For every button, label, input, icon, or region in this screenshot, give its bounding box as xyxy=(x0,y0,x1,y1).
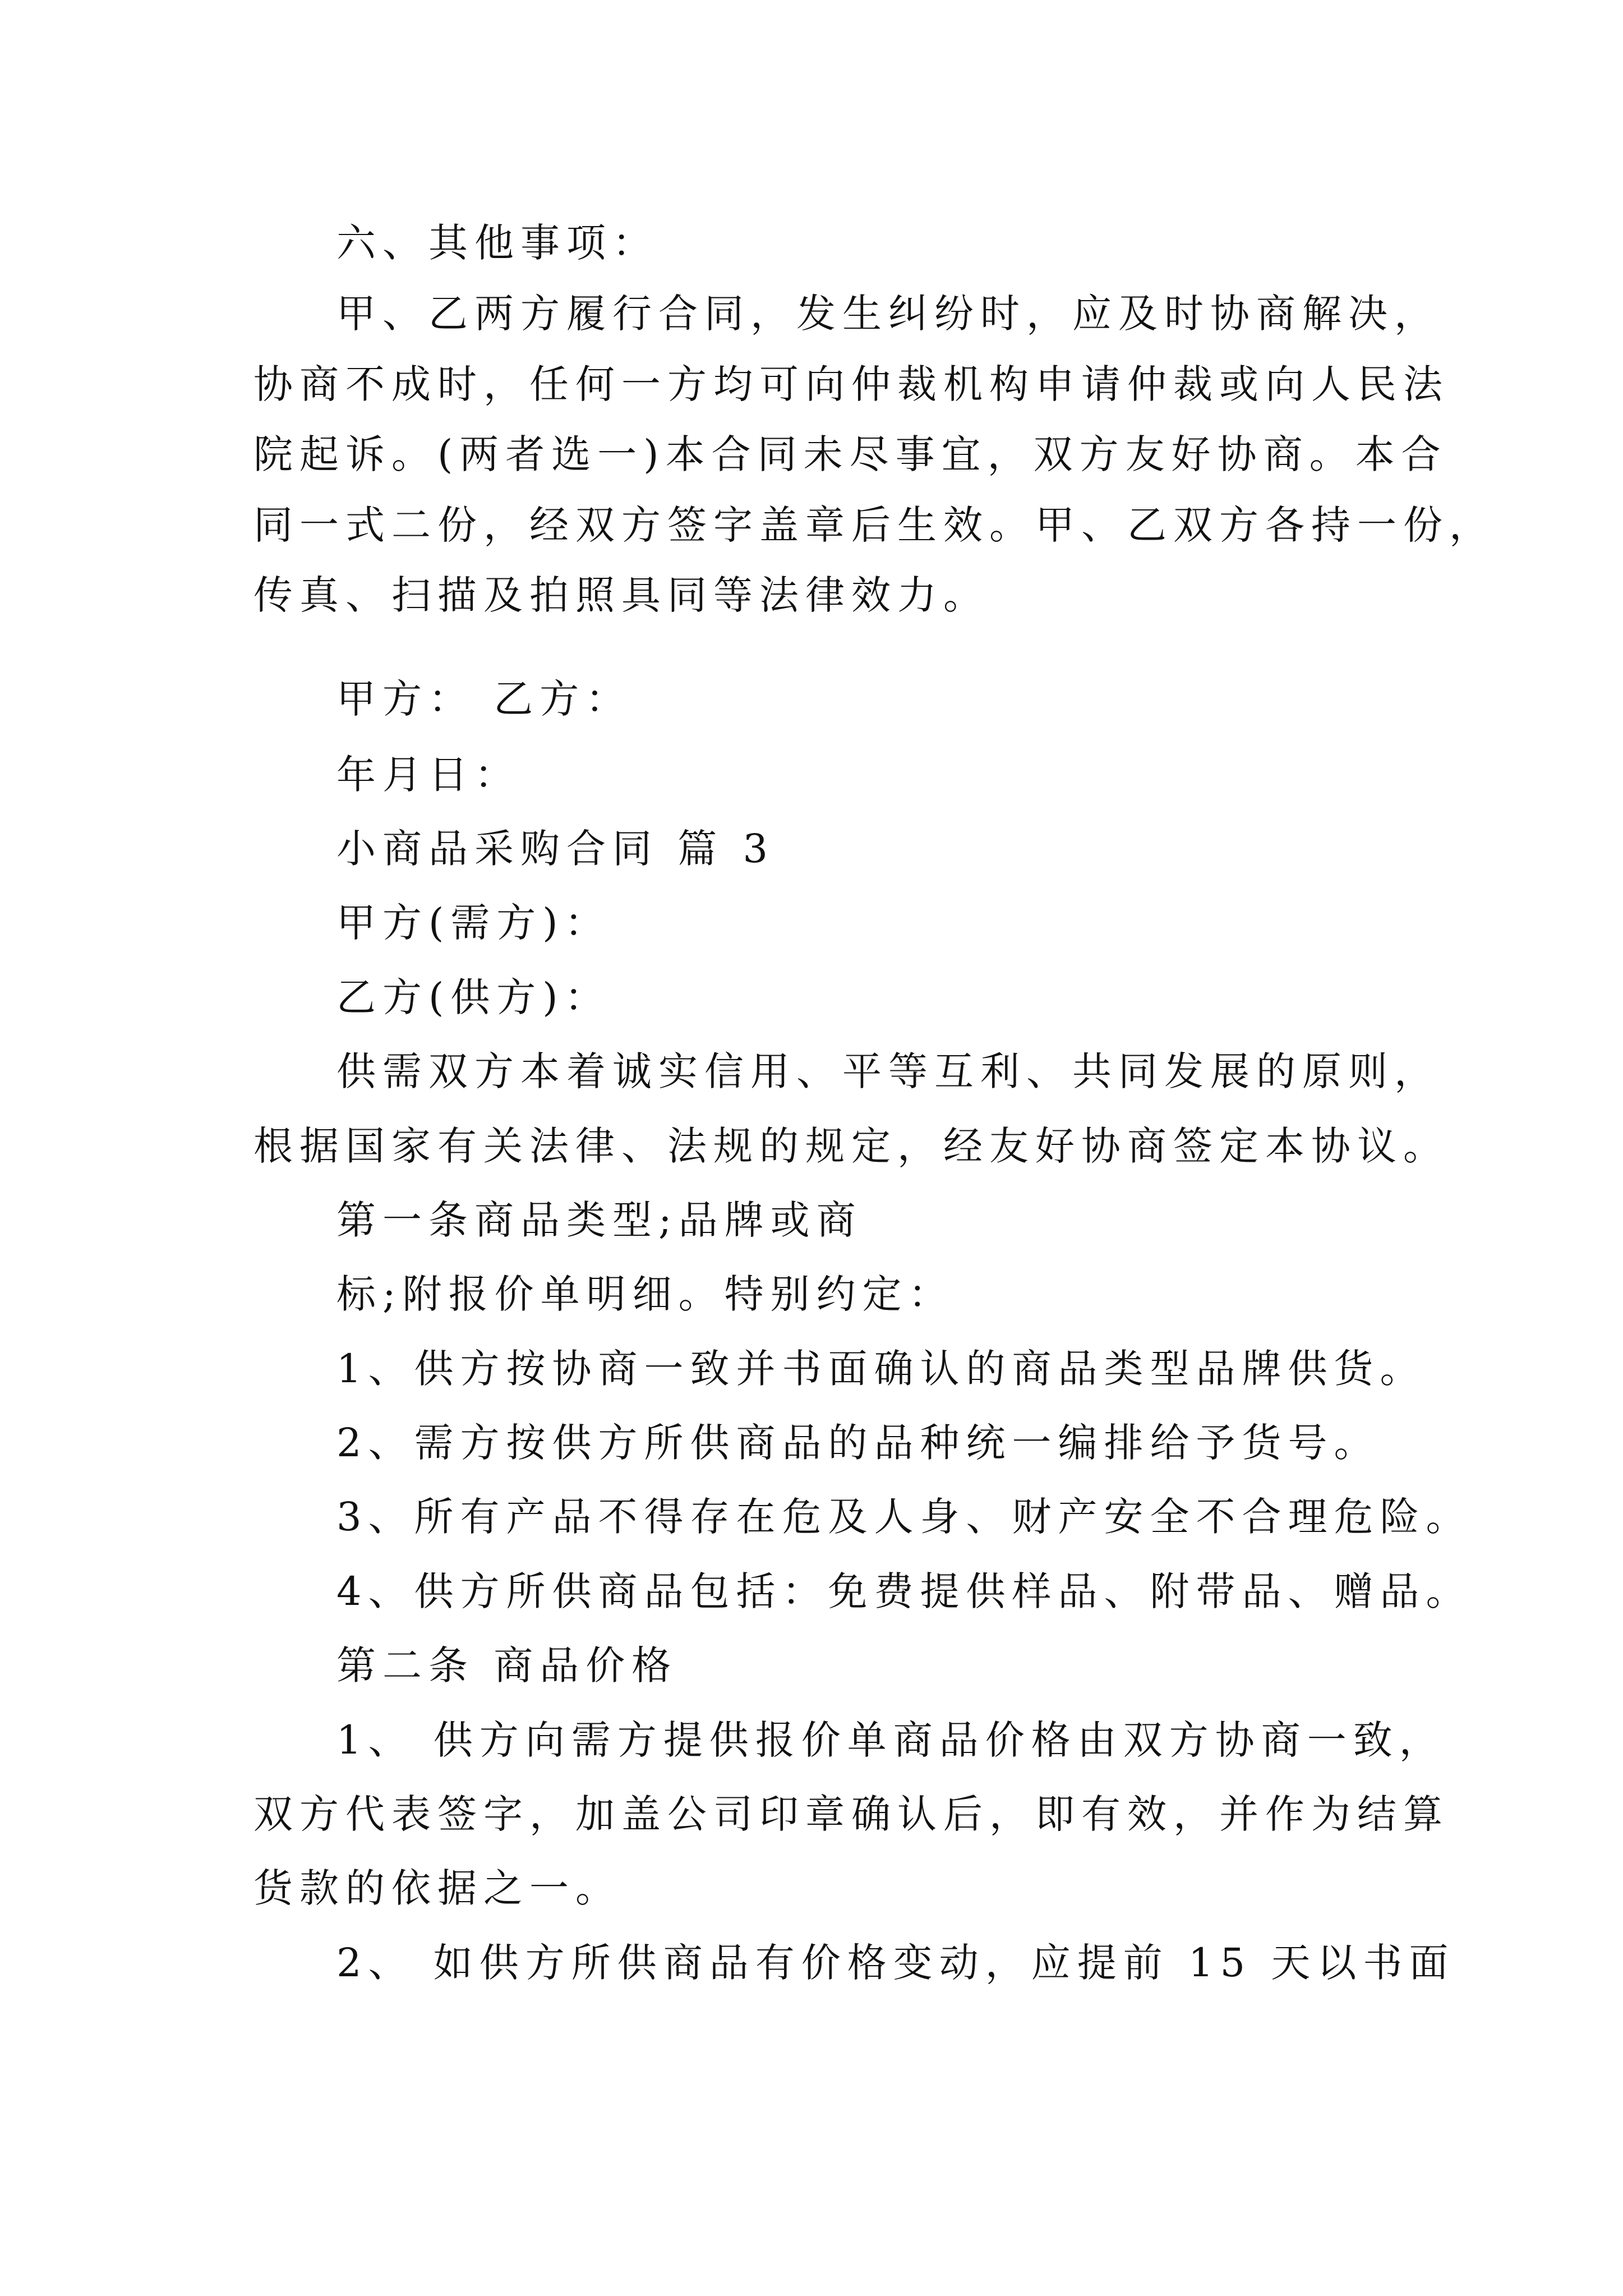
list-item: 2、 如供方所供商品有价格变动，应提前 15 天以书面 xyxy=(336,1940,1455,1986)
paragraph-line: 同一式二份，经双方签字盖章后生效。甲、乙双方各持一份， xyxy=(253,502,1495,548)
paragraph-line: 供需双方本着诚实信用、平等互利、共同发展的原则， xyxy=(336,1048,1440,1094)
list-item: 1、 供方向需方提供报价单商品价格由双方协商一致， xyxy=(336,1717,1445,1763)
paragraph-line: 院起诉。(两者选一)本合同未尽事宜，双方友好协商。本合 xyxy=(253,431,1447,477)
list-item: 3、所有产品不得存在危及人身、财产安全不合理危险。 xyxy=(336,1494,1472,1540)
paragraph-line: 协商不成时，任何一方均可向仲裁机构申请仲裁或向人民法 xyxy=(253,361,1449,407)
party-b-line: 乙方(供方)： xyxy=(336,974,611,1020)
paragraph-line: 货款的依据之一。 xyxy=(253,1865,621,1911)
article-heading: 第二条 商品价格 xyxy=(336,1642,678,1688)
list-item: 2、需方按供方所供商品的品种统一编排给予货号。 xyxy=(336,1420,1380,1466)
paragraph-line: 双方代表签字，加盖公司印章确认后，即有效，并作为结算 xyxy=(253,1791,1449,1837)
paragraph-line: 甲、乙两方履行合同，发生纠纷时，应及时协商解决， xyxy=(336,291,1440,337)
paragraph-line: 传真、扫描及拍照具同等法律效力。 xyxy=(253,572,989,618)
section-heading-other-matters: 六、其他事项： xyxy=(336,220,658,266)
article-heading: 第一条商品类型;品牌或商 xyxy=(336,1197,863,1243)
paragraph-line: 根据国家有关法律、法规的规定，经友好协商签定本协议。 xyxy=(253,1123,1449,1169)
list-item: 1、供方按协商一致并书面确认的商品类型品牌供货。 xyxy=(336,1346,1426,1392)
signature-parties-line: 甲方： 乙方： xyxy=(336,676,632,722)
party-a-line: 甲方(需方)： xyxy=(336,900,611,946)
list-item: 4、供方所供商品包括：免费提供样品、附带品、赠品。 xyxy=(336,1568,1472,1614)
date-line: 年月日： xyxy=(336,752,520,798)
contract-title: 小商品采购合同 篇 3 xyxy=(336,826,775,872)
paragraph-line: 标;附报价单明细。特别约定： xyxy=(336,1271,955,1317)
